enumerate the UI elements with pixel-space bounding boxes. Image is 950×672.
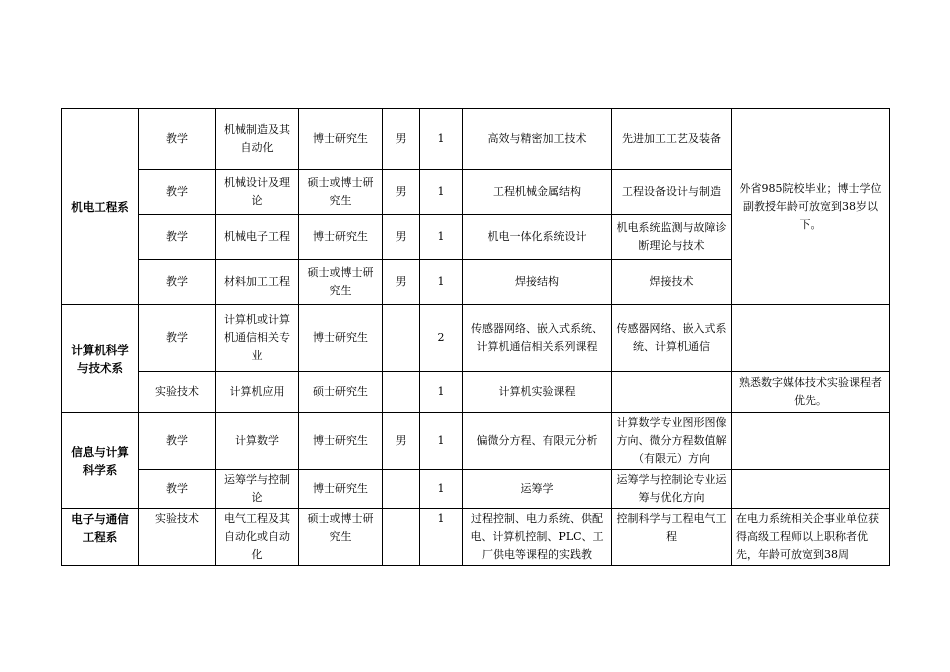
research-direction (612, 372, 732, 413)
research-direction: 控制科学与工程电气工程 (612, 509, 732, 566)
degree: 博士研究生 (299, 413, 383, 470)
table-row (62, 413, 890, 470)
table-row (62, 470, 890, 509)
department-name: 计算机科学与技术系 (62, 305, 139, 413)
degree: 硕士或博士研究生 (299, 509, 383, 566)
recruitment-table (61, 108, 890, 566)
major: 机械电子工程 (216, 215, 299, 260)
course: 焊接结构 (463, 260, 612, 305)
research-direction: 运筹学与控制论专业运筹与优化方向 (612, 470, 732, 509)
research-direction: 工程设备设计与制造 (612, 170, 732, 215)
post-type: 教学 (139, 109, 216, 170)
post-type: 教学 (139, 170, 216, 215)
major: 计算机或计算机通信相关专业 (216, 305, 299, 372)
degree: 硕士研究生 (299, 372, 383, 413)
degree: 硕士或博士研究生 (299, 260, 383, 305)
requirements-note: 熟悉数字媒体技术实验课程者优先。 (732, 372, 890, 413)
gender: 男 (383, 260, 420, 305)
degree: 博士研究生 (299, 215, 383, 260)
course: 工程机械金属结构 (463, 170, 612, 215)
gender: 男 (383, 413, 420, 470)
gender: 男 (383, 170, 420, 215)
headcount: 2 (420, 305, 463, 372)
headcount: 1 (420, 470, 463, 509)
degree: 博士研究生 (299, 305, 383, 372)
major: 材料加工工程 (216, 260, 299, 305)
post-type: 教学 (139, 413, 216, 470)
degree: 硕士或博士研究生 (299, 170, 383, 215)
major: 计算数学 (216, 413, 299, 470)
degree: 博士研究生 (299, 470, 383, 509)
course: 偏微分方程、有限元分析 (463, 413, 612, 470)
post-type: 实验技术 (139, 372, 216, 413)
requirements-note: 在电力系统相关企事业单位获得高级工程师以上职称者优先，年龄可放宽到38周 (732, 509, 890, 566)
course: 高效与精密加工技术 (463, 109, 612, 170)
course: 计算机实验课程 (463, 372, 612, 413)
major: 计算机应用 (216, 372, 299, 413)
post-type: 教学 (139, 215, 216, 260)
research-direction: 先进加工工艺及装备 (612, 109, 732, 170)
gender (383, 305, 420, 372)
post-type: 实验技术 (139, 509, 216, 566)
degree: 博士研究生 (299, 109, 383, 170)
major: 运筹学与控制论 (216, 470, 299, 509)
table-row (62, 305, 890, 372)
course: 传感器网络、嵌入式系统、计算机通信相关系列课程 (463, 305, 612, 372)
requirements-note (732, 413, 890, 470)
headcount: 1 (420, 109, 463, 170)
post-type: 教学 (139, 470, 216, 509)
research-direction: 机电系统监测与故障诊断理论与技术 (612, 215, 732, 260)
gender: 男 (383, 109, 420, 170)
research-direction: 计算数学专业图形图像方向、微分方程数值解（有限元）方向 (612, 413, 732, 470)
table-row (62, 509, 890, 566)
gender (383, 372, 420, 413)
headcount: 1 (420, 170, 463, 215)
requirements-note (732, 305, 890, 372)
headcount: 1 (420, 509, 463, 566)
research-direction: 传感器网络、嵌入式系统、计算机通信 (612, 305, 732, 372)
gender: 男 (383, 215, 420, 260)
course: 机电一体化系统设计 (463, 215, 612, 260)
gender (383, 509, 420, 566)
headcount: 1 (420, 413, 463, 470)
major: 机械制造及其自动化 (216, 109, 299, 170)
major: 电气工程及其自动化或自动化 (216, 509, 299, 566)
post-type: 教学 (139, 305, 216, 372)
headcount: 1 (420, 215, 463, 260)
major: 机械设计及理论 (216, 170, 299, 215)
department-name: 机电工程系 (62, 109, 139, 305)
gender (383, 470, 420, 509)
course: 运筹学 (463, 470, 612, 509)
research-direction: 焊接技术 (612, 260, 732, 305)
headcount: 1 (420, 260, 463, 305)
requirements-note (732, 470, 890, 509)
department-name: 电子与通信工程系 (62, 509, 139, 566)
headcount: 1 (420, 372, 463, 413)
requirements-note: 外省985院校毕业；博士学位副教授年龄可放宽到38岁以下。 (732, 109, 890, 305)
table-row (62, 372, 890, 413)
department-name: 信息与计算科学系 (62, 413, 139, 509)
table-row (62, 109, 890, 170)
course: 过程控制、电力系统、供配电、计算机控制、PLC、工厂供电等课程的实践教 (463, 509, 612, 566)
post-type: 教学 (139, 260, 216, 305)
